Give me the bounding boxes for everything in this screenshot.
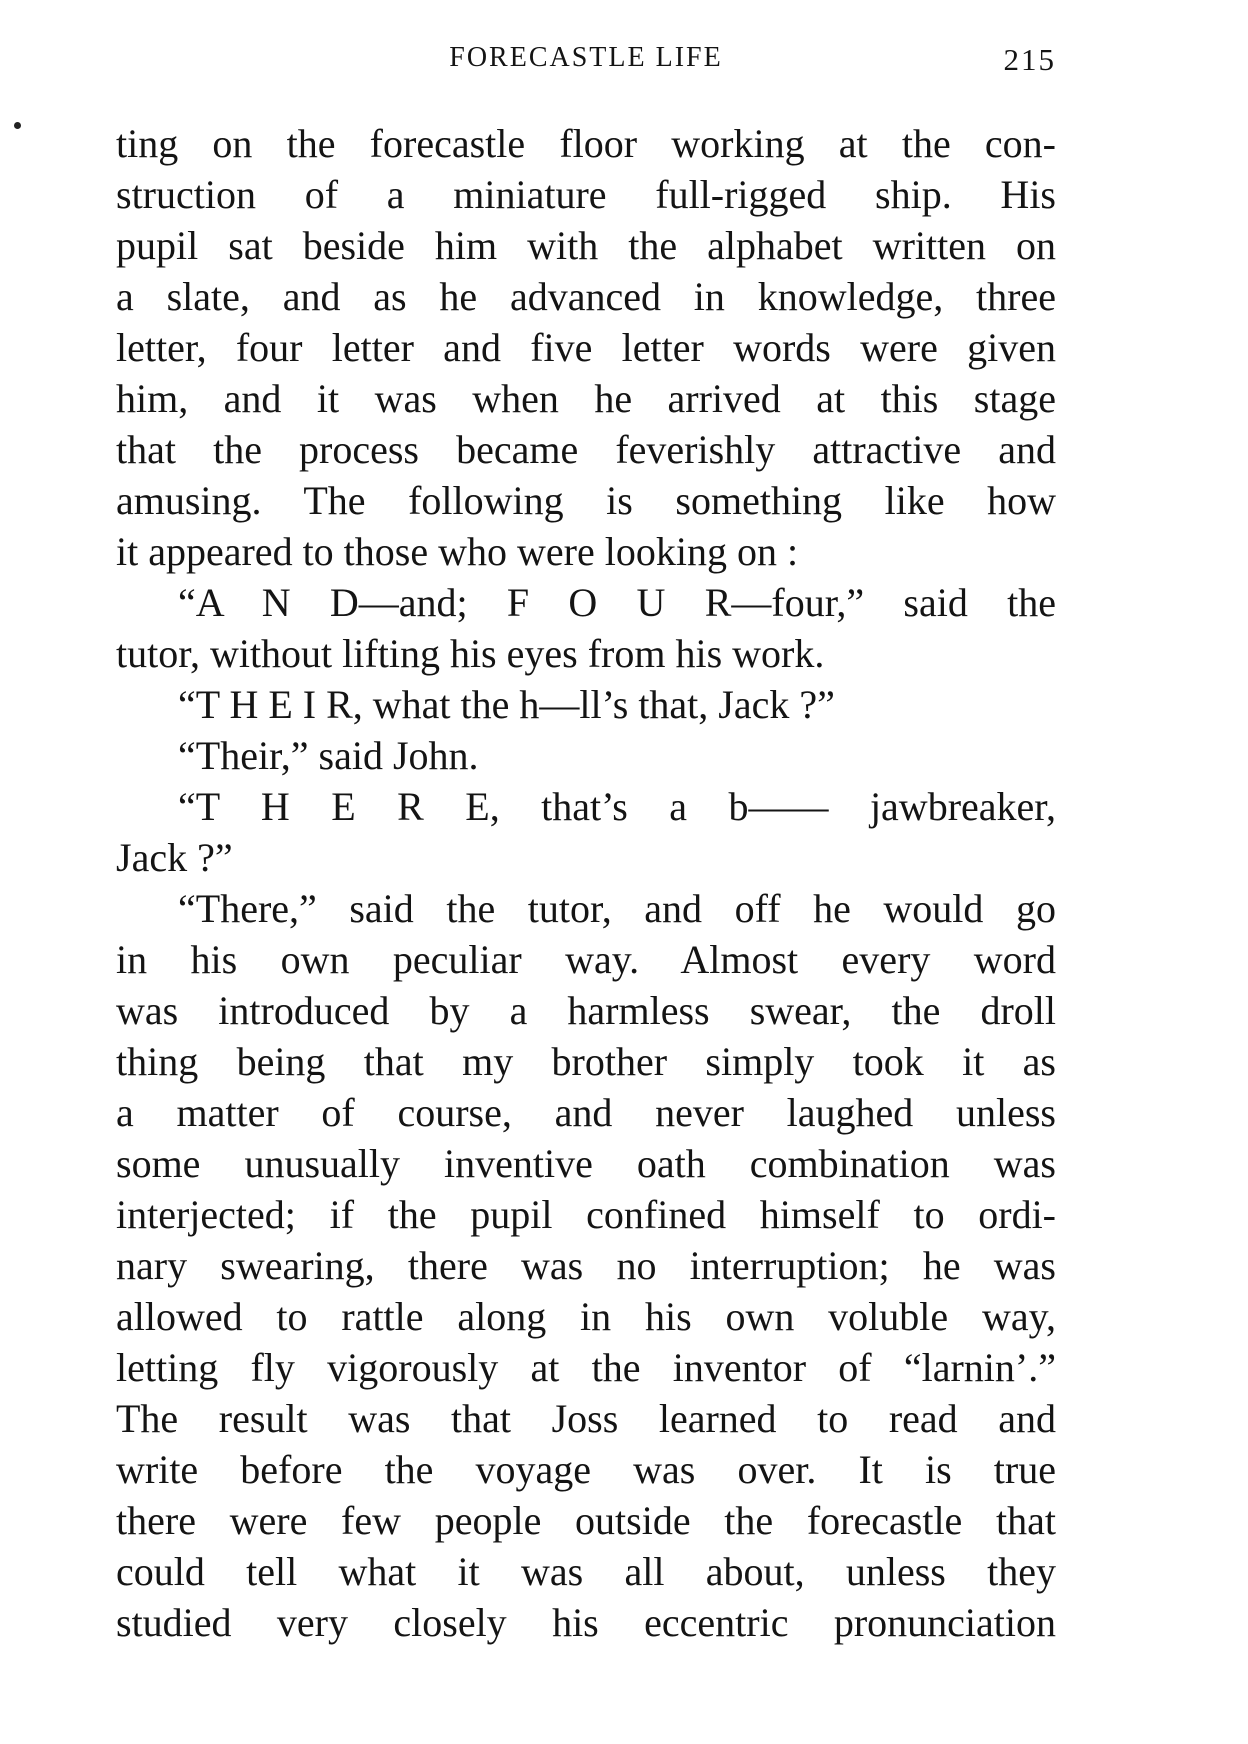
text-line: in his own peculiar way. Almost every word: [116, 937, 1056, 982]
text-line: letting fly vigorously at the inventor of “larnin’.”: [116, 1345, 1056, 1390]
text-line: a slate, and as he advanced in knowledge, three: [116, 274, 1056, 319]
text-line: “Their,” said John.: [178, 733, 479, 778]
text-line: “T H E I R, what the h—ll’s that, Jack ?”: [178, 682, 835, 727]
body-text: [116, 118, 1056, 1648]
text-line: there were few people outside the forecastle that: [116, 1498, 1056, 1543]
text-line: nary swearing, there was no interruption; he was: [116, 1243, 1056, 1288]
text-line: some unusually inventive oath combination was: [116, 1141, 1056, 1186]
text-line: allowed to rattle along in his own voluble way,: [116, 1294, 1056, 1339]
text-line: tutor, without lifting his eyes from his work.: [116, 631, 825, 676]
text-line: letter, four letter and five letter words were given: [116, 325, 1056, 370]
text-line: him, and it was when he arrived at this stage: [116, 376, 1056, 421]
text-line: pupil sat beside him with the alphabet written on: [116, 223, 1056, 268]
text-line: that the process became feverishly attractive and: [116, 427, 1056, 472]
text-line: interjected; if the pupil confined himself to ordi-: [116, 1192, 1056, 1237]
text-line: thing being that my brother simply took it as: [116, 1039, 1056, 1084]
text-line: write before the voyage was over. It is true: [116, 1447, 1056, 1492]
text-line: “A N D—and; F O U R—four,” said the: [178, 580, 1056, 625]
text-line: “T H E R E, that’s a b—— jawbreaker,: [178, 784, 1056, 829]
text-line: “There,” said the tutor, and off he would go: [178, 886, 1056, 931]
running-title: FORECASTLE LIFE: [449, 42, 723, 73]
ink-speck: [14, 122, 21, 129]
text-line: a matter of course, and never laughed unless: [116, 1090, 1056, 1135]
text-line: it appeared to those who were looking on :: [116, 529, 799, 574]
text-line: amusing. The following is something like how: [116, 478, 1056, 523]
text-line: studied very closely his eccentric pronunciation: [116, 1600, 1056, 1645]
text-line: The result was that Joss learned to read and: [116, 1396, 1056, 1441]
text-line: was introduced by a harmless swear, the droll: [116, 988, 1056, 1033]
text-line: ting on the forecastle floor working at the con-: [116, 121, 1056, 166]
text-line: could tell what it was all about, unless they: [116, 1549, 1056, 1594]
text-line: Jack ?”: [116, 835, 233, 880]
text-line: struction of a miniature full-rigged ship. His: [116, 172, 1056, 217]
running-head: [116, 38, 1056, 78]
page-number: 215: [1003, 42, 1056, 77]
